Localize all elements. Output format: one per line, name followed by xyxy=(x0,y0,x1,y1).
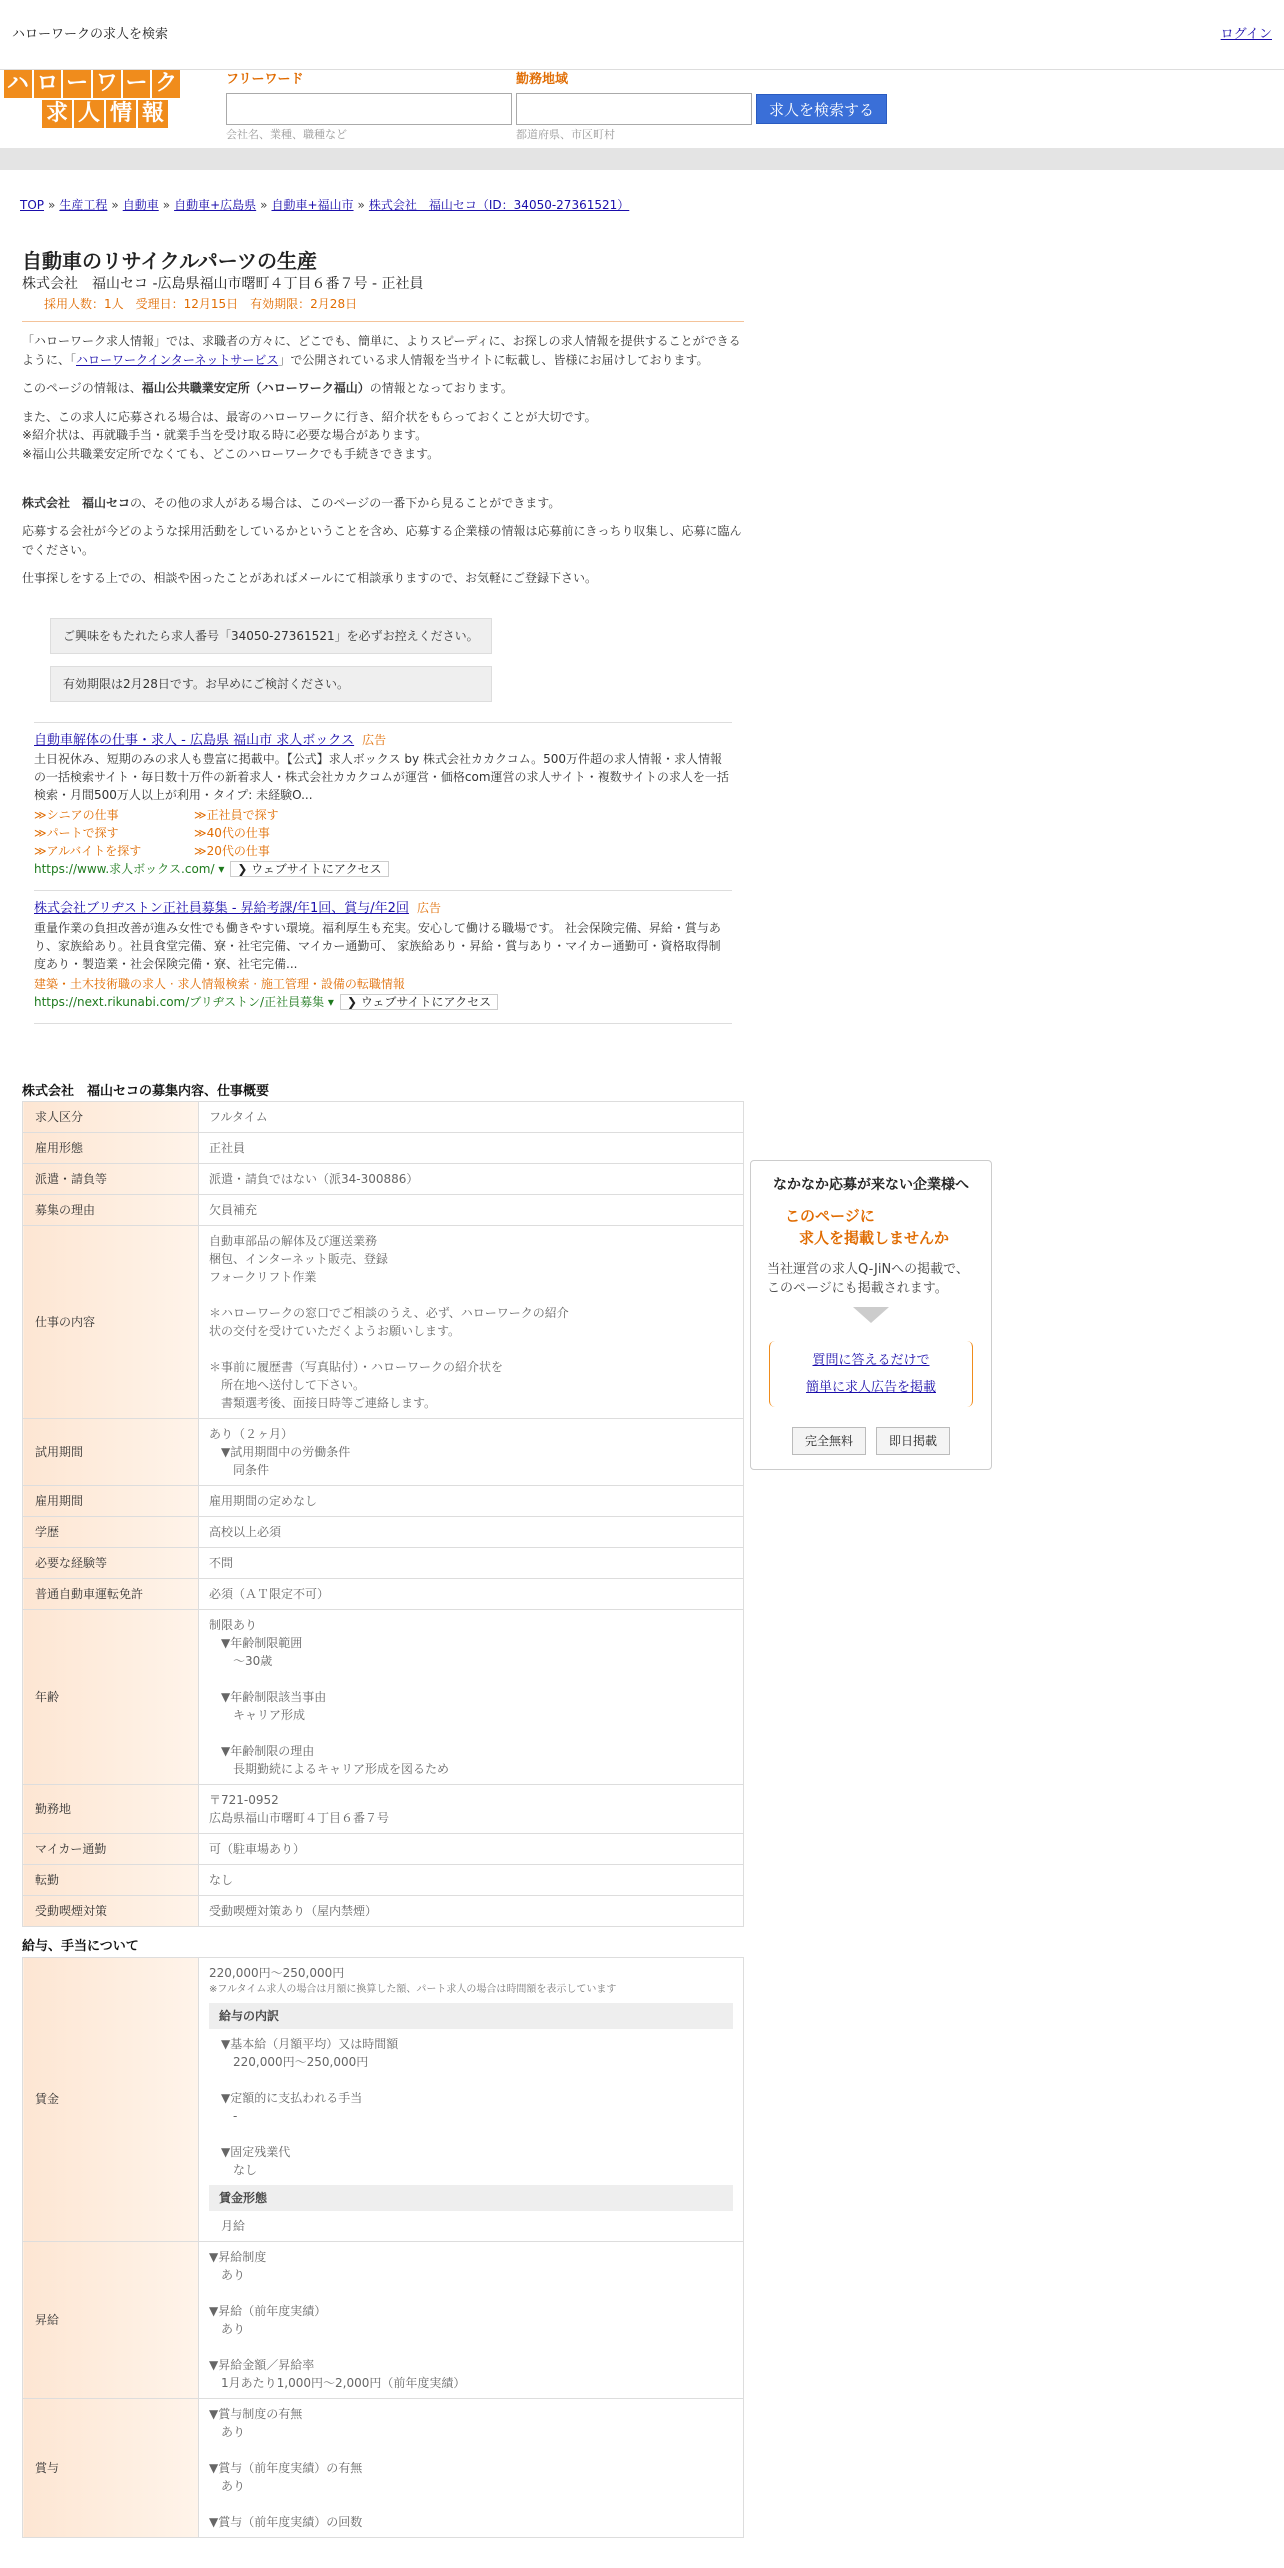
row-label: 雇用期間 xyxy=(23,1486,199,1517)
intro-paragraph-6: 仕事探しをする上での、相談や困ったことがあればメールにて相談承りますので、お気軽にご登録下さい。 xyxy=(22,571,598,586)
value-line: フルタイム xyxy=(209,1110,268,1125)
free-badge[interactable]: 完全無料 xyxy=(792,1427,866,1455)
logo-char: 情 xyxy=(106,100,136,128)
wage-form-value: 月給 xyxy=(221,2218,246,2233)
ad-description: 重量作業の負担改善が進み女性でも働きやすい環境。福利厚生も充実。安心して働ける職場です。 社会保険完備、昇給・賞与あり、家族給あり。社員食堂完備、寮・社宅完備、マイカー通勤可、 家族給あり・昇給・賞与あり・マイカー通勤可・資格取得制度あり・製造業・社会保険完備・寮、社宅完備... xyxy=(34,920,721,971)
value-line: ▼賞与（前年度実績）の有無 xyxy=(209,2460,363,2475)
wage-form-title: 賃金形態 xyxy=(209,2185,733,2211)
row-value xyxy=(199,1419,744,1486)
table-row xyxy=(23,1785,744,1834)
row-value xyxy=(199,1102,744,1133)
row-label: 受動喫煙対策 xyxy=(23,1896,199,1927)
value-line: 220,000円〜250,000円 xyxy=(221,2054,369,2069)
table-row xyxy=(23,1548,744,1579)
promo-description: 当社運営の求人Q-JiNへの掲載で、 このページにも掲載されます。 xyxy=(767,1261,969,1296)
value-line: 広島県福山市曙町４丁目６番７号 xyxy=(209,1811,390,1826)
value-line: 同条件 xyxy=(209,1463,270,1478)
ad-sitelink[interactable]: ≫40代の仕事 xyxy=(194,826,270,841)
keyword-input[interactable] xyxy=(226,93,512,125)
breadcrumb-link[interactable]: 生産工程 xyxy=(59,198,108,212)
value-line: 所在地へ送付して下さい。 xyxy=(209,1378,366,1393)
job-meta: 採用人数：1人 受理日：12月15日 有効期限：2月28日 xyxy=(22,295,744,322)
value-line: 派遣・請負ではない（派34-300886） xyxy=(209,1172,419,1187)
table-row xyxy=(23,1102,744,1133)
ad-url-row xyxy=(34,860,732,878)
row-value xyxy=(199,1785,744,1834)
ad-sitelink[interactable]: ≫パートで探す xyxy=(34,826,119,841)
ad-tag: 広告 xyxy=(362,732,387,747)
intro-paragraph-1: 「ハローワーク求人情報」では、求職者の方々に、どこでも、簡単に、よりスピーディに、お探しの求人情報を提供することができるように、「ハローワークインターネットサービス」で公開されている求人情報を当サイトに転載し、皆様にお届けしております。 xyxy=(22,334,741,367)
table-row xyxy=(23,1164,744,1195)
value-line xyxy=(209,2284,733,2302)
table-row xyxy=(23,1419,744,1486)
row-value xyxy=(199,1133,744,1164)
breadcrumb-link[interactable]: 自動車+広島県 xyxy=(174,198,257,212)
value-line: 〒721-0952 xyxy=(209,1793,279,1808)
ad-area xyxy=(22,722,744,1023)
value-line: ＊ハローワークの窓口でご相談のうえ、必ず、ハローワークの紹介 xyxy=(209,1306,569,1321)
ad-title-row xyxy=(34,731,732,751)
logo-char: 報 xyxy=(138,100,168,128)
breadcrumb-link[interactable]: 自動車+福山市 xyxy=(271,198,354,212)
value-line: ▼年齢制限の理由 xyxy=(209,1744,315,1759)
intro-paragraph-3: また、この求人に応募される場合は、最寄のハローワークに行き、紹介状をもらっておくことが大切です。 ※紹介状は、再就職手当・就業手当を受け取る時に必要な場合があります。 ※福山公共職業安定所でなくても、どこのハローワークでも手続きできます。 xyxy=(22,409,597,461)
job-number-notice: ご興味をもたれたら求人番号「34050-27361521」を必ずお控えください。 xyxy=(50,618,492,654)
details-section-title: 株式会社 福山セコの募集内容、仕事概要 xyxy=(22,1083,270,1099)
ad-sitelink[interactable]: ≫20代の仕事 xyxy=(194,844,270,859)
row-value xyxy=(199,1164,744,1195)
header xyxy=(0,70,1284,148)
value-line: あり xyxy=(209,2424,246,2439)
visit-website-button[interactable]: ❯ ウェブサイトにアクセス xyxy=(230,861,388,877)
ad-block xyxy=(34,890,732,1023)
row-label: 派遣・請負等 xyxy=(23,1164,199,1195)
breadcrumb-separator: » xyxy=(111,198,119,212)
bonus-cell xyxy=(199,2398,744,2537)
value-line: 1月あたり1,000円〜2,000円（前年度実績） xyxy=(209,2375,466,2390)
value-line: 梱包、インターネット販売、登録 xyxy=(209,1252,388,1267)
value-line xyxy=(221,2071,733,2089)
ad-url[interactable]: https://www.求人ボックス.com/ ▾ xyxy=(34,862,225,877)
row-label: 勤務地 xyxy=(23,1785,199,1834)
value-line xyxy=(209,1286,733,1304)
value-line: ▼年齢制限該当事由 xyxy=(209,1690,327,1705)
value-line: 欠員補充 xyxy=(209,1203,258,1218)
table-row xyxy=(23,1896,744,1927)
table-row xyxy=(23,1226,744,1419)
search-button[interactable]: 求人を検索する xyxy=(756,94,887,124)
table-row xyxy=(23,1834,744,1865)
value-line: 状の交付を受けていただくようお願いします。 xyxy=(209,1324,461,1339)
down-arrow-icon xyxy=(853,1307,889,1323)
breakdown-list xyxy=(209,2035,733,2179)
table-row xyxy=(23,1957,744,2241)
row-label: 仕事の内容 xyxy=(23,1226,199,1419)
row-label: 学歴 xyxy=(23,1517,199,1548)
search-form xyxy=(226,70,887,144)
ad-tag: 広告 xyxy=(416,901,441,916)
table-row xyxy=(23,1579,744,1610)
job-title: 自動車のリサイクルパーツの生産 xyxy=(22,249,317,273)
logo-char: ー xyxy=(123,70,151,98)
wage-cell xyxy=(199,1957,744,2241)
table-row xyxy=(23,1486,744,1517)
logo-char: ー xyxy=(63,70,91,98)
breadcrumb-link[interactable]: TOP xyxy=(20,198,45,212)
ad-sitelink[interactable]: ≫シニアの仕事 xyxy=(34,808,119,823)
promo-badges xyxy=(761,1427,981,1455)
value-line: 必須（ＡＴ限定不可） xyxy=(209,1587,330,1602)
keyword-hint: 会社名、業種、職種など xyxy=(226,128,347,141)
value-line: あり xyxy=(209,2478,246,2493)
login-link[interactable]: ログイン xyxy=(1220,26,1272,42)
breadcrumb-separator: » xyxy=(48,198,56,212)
ad-sitelinks xyxy=(34,806,732,860)
row-label: 試用期間 xyxy=(23,1419,199,1486)
table-row xyxy=(23,1610,744,1785)
salary-table xyxy=(22,1957,744,2538)
value-line: 〜30歳 xyxy=(209,1654,273,1669)
ad-title-link[interactable]: 自動車解体の仕事・求人 - 広島県 福山市 求人ボックス xyxy=(34,732,355,748)
table-row xyxy=(23,1517,744,1548)
row-value xyxy=(199,1486,744,1517)
keyword-label: フリーワード xyxy=(226,72,304,87)
logo-char: ク xyxy=(152,70,180,98)
value-line: あり xyxy=(209,2321,246,2336)
value-line: ▼昇給制度 xyxy=(209,2249,267,2264)
breadcrumb-link[interactable]: 自動車 xyxy=(122,198,159,212)
value-line: ▼基本給（月額平均）又は時間額 xyxy=(221,2036,399,2051)
logo-char: 人 xyxy=(74,100,104,128)
value-line: 高校以上必須 xyxy=(209,1525,282,1540)
top-bar xyxy=(0,0,1284,70)
row-value xyxy=(199,1226,744,1419)
ad-sitelink[interactable]: ≫アルバイトを探す xyxy=(34,844,142,859)
value-line: ▼昇給（前年度実績） xyxy=(209,2303,327,2318)
raise-cell xyxy=(199,2241,744,2398)
row-label: マイカー通勤 xyxy=(23,1834,199,1865)
promo-link-answer[interactable]: 質問に答えるだけで xyxy=(812,1352,930,1368)
value-line: ▼賞与（前年度実績）の回数 xyxy=(209,2514,363,2529)
value-line: なし xyxy=(209,1873,234,1888)
intro-paragraph-2: このページの情報は、福山公共職業安定所（ハローワーク福山）の情報となっております。 xyxy=(22,381,513,396)
value-line xyxy=(209,2338,733,2356)
details-table xyxy=(22,1101,744,1927)
ad-url[interactable]: https://next.rikunabi.com/ブリヂストン/正社員募集 ▾ xyxy=(34,994,334,1009)
value-line xyxy=(209,1724,733,1742)
ad-url-row xyxy=(34,993,732,1011)
row-value xyxy=(199,1548,744,1579)
value-line: ▼固定残業代 xyxy=(221,2144,291,2159)
keyword-field-group xyxy=(226,70,512,144)
row-value xyxy=(199,1834,744,1865)
value-line: キャリア形成 xyxy=(209,1708,306,1723)
row-label: 募集の理由 xyxy=(23,1195,199,1226)
row-value xyxy=(199,1865,744,1896)
value-line xyxy=(209,2441,733,2459)
value-line: 正社員 xyxy=(209,1141,246,1156)
logo-char: ロ xyxy=(34,70,62,98)
main-content xyxy=(22,248,744,2538)
promo-links xyxy=(769,1341,973,1408)
bonus-label: 賞与 xyxy=(23,2398,199,2537)
area-label: 勤務地域 xyxy=(516,72,569,87)
value-line: 雇用期間の定めなし xyxy=(209,1494,318,1509)
table-row xyxy=(23,1133,744,1164)
value-line: - xyxy=(221,2108,238,2123)
logo-char: 求 xyxy=(42,100,72,128)
value-line xyxy=(209,1670,733,1688)
row-label: 求人区分 xyxy=(23,1102,199,1133)
row-value xyxy=(199,1195,744,1226)
value-line: ▼賞与制度の有無 xyxy=(209,2406,303,2421)
job-subtitle: 株式会社 福山セコ -広島県福山市曙町４丁目６番７号 - 正社員 xyxy=(22,276,424,292)
breadcrumb xyxy=(0,170,1284,214)
promo-link-post[interactable]: 簡単に求人広告を掲載 xyxy=(805,1379,936,1395)
row-value xyxy=(199,1896,744,1927)
value-line xyxy=(209,1340,733,1358)
row-label: 普通自動車運転免許 xyxy=(23,1579,199,1610)
promo-question: なかなか応募が来ない企業様へ xyxy=(773,1177,969,1193)
table-row xyxy=(23,2398,744,2537)
row-value xyxy=(199,1610,744,1785)
intro-paragraph-5: 応募する会社が今どのような採用活動をしているかということを含め、応募する企業様の情報は応募前にきっちり収集し、応募に臨んでください。 xyxy=(22,524,742,557)
table-row xyxy=(23,1865,744,1896)
row-label: 転勤 xyxy=(23,1865,199,1896)
advertise-promo-box xyxy=(750,1160,992,1470)
row-value xyxy=(199,1579,744,1610)
value-line: あり（２ヶ月） xyxy=(209,1427,294,1442)
breadcrumb-link[interactable]: 株式会社 福山セコ（ID：34050-27361521） xyxy=(368,198,630,212)
value-line: 可（駐車場あり） xyxy=(209,1842,306,1857)
promo-headline: このページに 求人を掲載しませんか xyxy=(785,1207,950,1247)
breadcrumb-separator: » xyxy=(357,198,365,212)
intro-paragraph-4: 株式会社 福山セコの、その他の求人がある場合は、このページの一番下から見ることができます。 xyxy=(22,495,561,510)
same-day-badge[interactable]: 即日掲載 xyxy=(876,1427,950,1455)
value-line: 長期勤続によるキャリア形成を図るため xyxy=(209,1762,450,1777)
salary-section-title: 給与、手当について xyxy=(22,1939,139,1955)
value-line: ▼年齢制限範囲 xyxy=(209,1636,303,1651)
deadline-notice: 有効期限は2月28日です。お早めにご検討ください。 xyxy=(50,666,492,702)
row-label: 雇用形態 xyxy=(23,1133,199,1164)
value-line: 受動喫煙対策あり（屋内禁煙） xyxy=(209,1904,378,1919)
header-divider-bar xyxy=(0,148,1284,170)
value-line: ▼昇給金額／昇給率 xyxy=(209,2357,315,2372)
site-logo[interactable] xyxy=(4,70,180,130)
intro-text xyxy=(22,332,744,588)
logo-char: ワ xyxy=(93,70,121,98)
row-label: 必要な経験等 xyxy=(23,1548,199,1579)
ad-title-link[interactable]: 株式会社ブリヂストン正社員募集 - 昇給考課/年1回、賞与/年2回 xyxy=(34,901,409,917)
ad-sub-links[interactable]: 建築・土木技術職の求人 · 求人情報検索 · 施工管理・設備の転職情報 xyxy=(34,976,405,991)
area-hint: 都道府県、市区町村 xyxy=(516,128,615,141)
row-label: 年齢 xyxy=(23,1610,199,1785)
value-line xyxy=(209,2495,733,2513)
area-input[interactable] xyxy=(516,93,752,125)
value-line: フォークリフト作業 xyxy=(209,1270,317,1285)
value-line: 自動車部品の解体及び運送業務 xyxy=(209,1234,378,1249)
table-row xyxy=(23,2241,744,2398)
raise-label: 昇給 xyxy=(23,2241,199,2398)
value-line xyxy=(221,2125,733,2143)
breakdown-title: 給与の内訳 xyxy=(209,2003,733,2029)
table-row xyxy=(23,1195,744,1226)
hellowork-internet-link[interactable]: ハローワークインターネットサービス xyxy=(76,352,279,367)
wage-note: ※フルタイム求人の場合は月額に換算した額、パート求人の場合は時間額を表示しています xyxy=(209,1983,617,1995)
value-line: 不問 xyxy=(209,1556,234,1571)
visit-website-button[interactable]: ❯ ウェブサイトにアクセス xyxy=(340,994,498,1010)
ad-block xyxy=(34,722,732,891)
wage-label: 賃金 xyxy=(23,1957,199,2241)
area-field-group xyxy=(516,70,752,144)
value-line: 書類選考後、面接日時等ご連絡します。 xyxy=(209,1396,437,1411)
logo-char: ハ xyxy=(4,70,32,98)
value-line: ▼定額的に支払われる手当 xyxy=(221,2090,363,2105)
value-line: ▼試用期間中の労働条件 xyxy=(209,1445,351,1460)
breadcrumb-separator: » xyxy=(260,198,268,212)
breadcrumb-separator: » xyxy=(162,198,171,212)
row-value xyxy=(199,1517,744,1548)
value-line: ＊事前に履歴書（写真貼付）・ハローワークの紹介状を xyxy=(209,1360,504,1375)
ad-sitelink[interactable]: ≫正社員で探す xyxy=(194,808,279,823)
site-title: ハローワークの求人を検索 xyxy=(12,26,169,42)
value-line: なし xyxy=(221,2162,258,2177)
value-line: あり xyxy=(209,2267,246,2282)
ad-description: 土日祝休み、短期のみの求人も豊富に掲載中。【公式】求人ボックス by 株式会社カカクコム。500万件超の求人情報・求人情報の一括検索サイト・毎日数十万件の新着求人・株式会社カカクコムが運営・価格com運営の求人サイト・複数サイトの求人を一括検索・月間500万人以上が利用・タイプ: 未経験O... xyxy=(34,752,729,803)
ad-title-row xyxy=(34,899,732,919)
value-line: 制限あり xyxy=(209,1618,258,1633)
wage-range: 220,000円〜250,000円 xyxy=(209,1965,345,1980)
